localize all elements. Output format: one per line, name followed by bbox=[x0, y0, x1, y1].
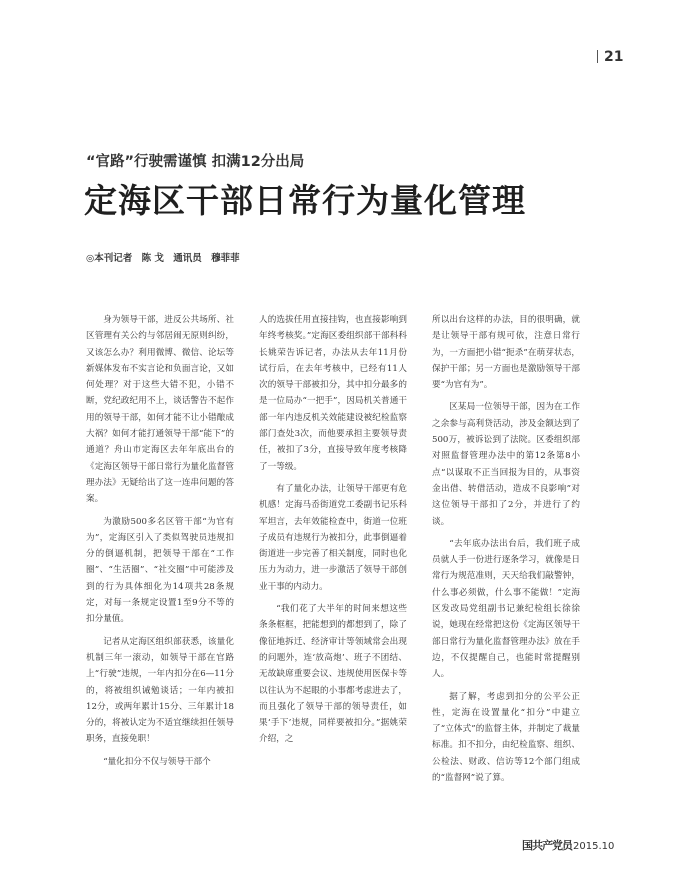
article-column-1 bbox=[86, 312, 234, 770]
page-number-divider bbox=[597, 50, 598, 63]
paragraph: 为激励500多名区管干部“为官有为”，定海区引入了类似驾驶员违规扣分的倒逼机制，把领导干部在“工作圈”、“生活圈”、“社交圈”中可能涉及到的行为具体细化为14项共28条规定，对每一条规定设置1至9分不等的扣分量值。 bbox=[86, 516, 234, 625]
byline-role: 通讯员 bbox=[173, 253, 202, 264]
article-subtitle: “官路”行驶需谨慎 扣满12分出局 bbox=[86, 154, 305, 170]
paragraph: “我们花了大半年的时间来想这些条条框框，把能想到的都想到了，除了像征地拆迁、经济审计等领域常会出现的问题外，连‘放高炮’、班子不团结、无故缺席重要会议、违规使用医保卡等以往认为不起眼的小事都考虑进去了，而且强化了领导干部的领导责任，如果‘手下’违规，同样要被扣分。”据姚荣介绍，之 bbox=[259, 604, 407, 745]
paragraph: 身为领导干部，进反公共场所、社区管理有关公约与邻居闹无原则纠纷，又该怎么办？利用微博、微信、论坛等新媒体发布不实言论和负面言论，又如何处理？对于这些大错不犯，小错不断，党纪政纪用不上，谈话警告不起作用的领导干部，如何才能不让小错酿成大祸？如何才能打通领导干部“能下”的通道？舟山市定海区去年年底出台的《定海区领导干部日常行为量化监督管理办法》无疑给出了这一连串问题的答案。 bbox=[86, 315, 234, 505]
byline-reporter: 陈 戈 bbox=[141, 253, 164, 264]
paragraph: “量化扣分不仅与领导干部个 bbox=[103, 756, 211, 767]
magazine-logo: 国共产党员 bbox=[522, 839, 572, 852]
byline bbox=[86, 250, 486, 264]
paragraph: 人的选拔任用直接挂钩，也直接影响到年终考核奖。”定海区委组织部干部科科长姚荣告诉记者，办法从去年11月份试行后，在去年考核中，已经有11人次的领导干部被扣分，其中扣分最多的是一位局办“一把手”，因局机关普通干部一年内违反机关效能建设被纪检监察部门查处3次，而他要承担主要领导责任，被扣了3分，直接导致年度考核降了一等级。 bbox=[259, 315, 407, 472]
issue-number: 2015.10 bbox=[573, 841, 615, 852]
page-number-text: 21 bbox=[604, 49, 624, 65]
paragraph: 区某局一位领导干部，因为在工作之余参与高利贷活动，涉及金额达到了500万，被诉讼到了法院。区委组织部对照监督管理办法中的第12条第8小点“以谋取不正当回报为目的，从事资金出借、转借活动，造成不良影响”对这位领导干部扣了2分，并进行了约谈。 bbox=[432, 402, 580, 527]
byline-correspondent: 穆菲菲 bbox=[211, 253, 240, 264]
byline-prefix: ◎本刊记者 bbox=[86, 253, 133, 264]
footer bbox=[522, 837, 642, 853]
article-column-3 bbox=[432, 312, 580, 786]
paragraph: 据了解，考虑到扣分的公平公正性，定海在设置量化“扣分”中建立了“立体式”的监督主体，并制定了裁量标准。扣不扣分，由纪检监察、组织、公检法、财政、信访等12个部门组成的“监督网”说了算。 bbox=[432, 691, 580, 784]
page-number bbox=[597, 49, 657, 65]
paragraph: 有了量化办法，让领导干部更有危机感！定海马岙街道党工委副书记乐科军坦言，去年效能检查中，街道一位班子成员有违规行为被扣分，此事倒逼着街道进一步完善了相关制度，同时也化压力为动力，进一步激活了领导干部创业干事的内动力。 bbox=[259, 483, 407, 592]
article-column-2 bbox=[259, 312, 407, 748]
paragraph: 所以出台这样的办法，目的很明确，就是让领导干部有规可依，注意日常行为，一方面把小错“扼杀”在萌芽状态，保护干部；另一方面也是激励领导干部要“为官有为”。 bbox=[432, 315, 580, 391]
article-title: 定海区干部日常行为量化管理 bbox=[84, 181, 526, 220]
paragraph: “去年底办法出台后，我们班子成员就人手一份进行逐条学习，就像是日常行为规范准则，天天给我们敲警钟，什么事必须做，什么事不能做！”定海区发改局党组副书记兼纪检组长徐徐说，她现在经常把这份《定海区领导干部日常行为量化监督管理办法》放在手边，不仅提醒自己，也能时常提醒别人。 bbox=[432, 538, 580, 680]
paragraph: 记者从定海区组织部获悉，该量化机制三年一滚动，如领导干部在官路上“行驶”违规，一年内扣分在6—11分的，将被组织诫勉谈话；一年内被扣12分，或两年累计15分、三年累计18分的，将被认定为不适宜继续担任领导职务，直接免职！ bbox=[86, 636, 234, 745]
